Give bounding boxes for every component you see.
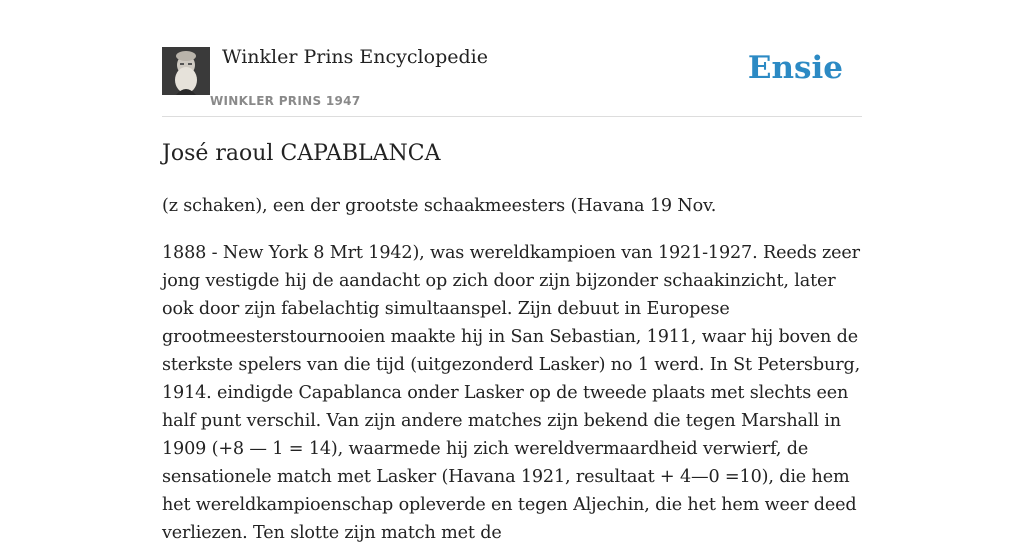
site-name[interactable]: Winkler Prins Encyclopedie [222, 46, 488, 68]
article-title: José raoul CAPABLANCA [162, 141, 441, 166]
brand-logo[interactable]: Ensie [747, 50, 843, 86]
article-paragraph: (z schaken), een der grootste schaakmeesters (Havana 19 Nov. [162, 196, 717, 216]
site-header [162, 44, 862, 117]
source-label: WINKLER PRINS 1947 [210, 94, 361, 108]
article-paragraph: 1888 - New York 8 Mrt 1942), was wereldkampioen van 1921-1927. Reeds zeer jong vestigde hij de aandacht op zich door zijn bijzonder schaakinzicht, later ook door zijn fabelachtig simultaanspel. Zijn debuut in Europese grootmeesterstournooien maakte hij in San Sebastian, 1911, waar hij boven de sterkste spelers van die tijd (uitgezonderd Lasker) no 1 werd. In St Petersburg, 1914. eindigde Capablanca onder Lasker op de tweede plaats met slechts een half punt verschil. Van zijn andere matches zijn bekend die tegen Marshall in 1909 (+8 — 1 = 14), waarmede hij zich wereldvermaardheid verwierf, de sensationele match met Lasker (Havana 1921, resultaat + 4—0 =10), die hem het wereldkampioenschap opleverde en tegen Aljechin, die het hem weer deed verliezen. Ten slotte zijn match met de [162, 243, 861, 543]
article-content [162, 136, 867, 547]
bearded-man-portrait-icon[interactable] [162, 47, 210, 95]
